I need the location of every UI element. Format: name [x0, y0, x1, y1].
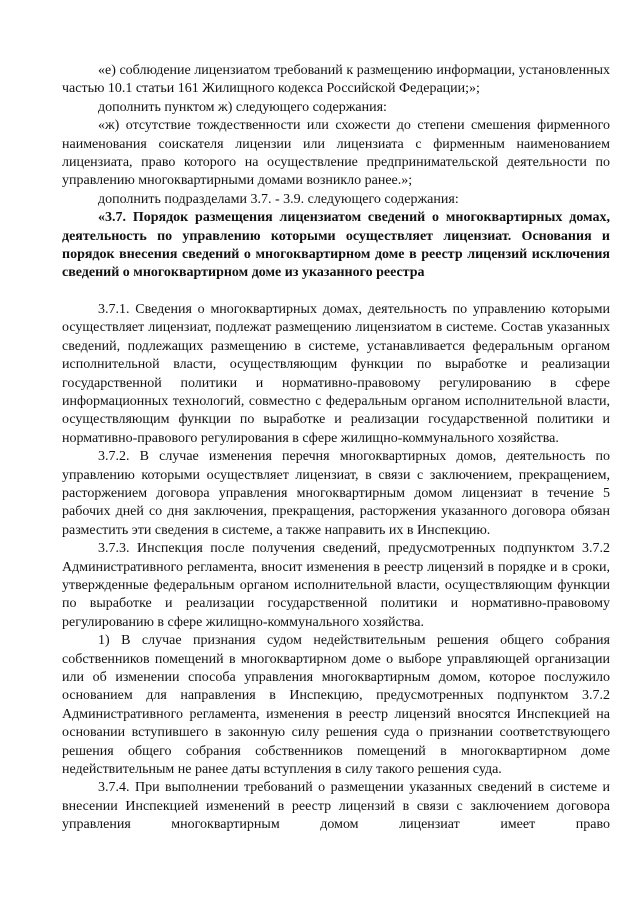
paragraph-item-e: «е) соблюдение лицензиатом требований к размещению информации, установленных частью 10.1 статьи 161 Жилищного кодекса Российской Федерации;»;	[62, 63, 610, 97]
paragraph-add-subsections: дополнить подразделами 3.7. - 3.9. следующего содержания:	[98, 191, 459, 207]
paragraph-3-7-4: 3.7.4. При выполнении требований о размещении указанных сведений в системе и внесении Инспекцией изменений в реестр лицензий в связи с заключением договора управления многоквартирным домом лицензиат имеет право	[62, 780, 610, 833]
paragraph-add-item-zh: дополнить пунктом ж) следующего содержания:	[98, 99, 387, 115]
section-heading-3-7: «3.7. Порядок размещения лицензиатом сведений о многоквартирных домах, деятельность по управлению которыми осуществляет лицензиат. Основания и порядок внесения сведений о многоквартирном доме в реестр лицензий исключения сведений о многоквартирном доме из указанного реестра	[62, 210, 610, 281]
paragraph-3-7-3-item-1: 1) В случае признания судом недействительным решения общего собрания собственников помещений в многоквартирном доме о выборе управляющей организации или об изменении способа управления многоквартирным домом, которое послужило основанием для направления в Инспекцию, предусмотренных подпунктом 3.7.2 Административного регламента, изменения в реестр лицензий вносятся Инспекцией на основании вступившего в законную силу решения суда о признании соответствующего решения общего собрания собственников помещений в многоквартирном доме недействительным не ранее даты вступления в силу такого решения суда.	[62, 633, 610, 778]
paragraph-3-7-1: 3.7.1. Сведения о многоквартирных домах, деятельность по управлению которыми осуществляет лицензиат, подлежат размещению лицензиатом в системе. Состав указанных сведений, подлежащих размещению в системе, устанавливается федеральным органом исполнительной власти, осуществляющим функции по выработке и реализации государственной политики и нормативно-правовому регулированию в сфере информационных технологий, совместно с федеральным органом исполнительной власти, осуществляющим функции по выработке и реализации государственной политики и нормативно-правового регулирования в сфере жилищно-коммунального хозяйства.	[62, 301, 610, 446]
paragraph-3-7-3: 3.7.3. Инспекция после получения сведений, предусмотренных подпунктом 3.7.2 Административного регламента, вносит изменения в реестр лицензий в порядке и в сроки, утвержденные федеральным органом исполнительной власти, осуществляющим функции по выработке и реализации государственной политики и нормативно-правовому регулированию в сфере жилищно-коммунального хозяйства.	[62, 541, 610, 630]
paragraph-item-zh: «ж) отсутствие тождественности или схожести до степени смешения фирменного наименования соискателя лицензии или лицензиата с фирменным наименованием лицензиата, право которого на осуществление предпринимательской деятельности по управлению многоквартирными домами возникло ранее.»;	[62, 118, 610, 189]
paragraph-3-7-2: 3.7.2. В случае изменения перечня многоквартирных домов, деятельность по управлению которыми осуществляет лицензиат, в связи с заключением, прекращением, расторжением договора управления многоквартирным домом лицензиат в течение 5 рабочих дней со дня заключения, прекращения, расторжения указанного договора обязан разместить эти сведения в системе, а также направить их в Инспекцию.	[62, 449, 610, 538]
